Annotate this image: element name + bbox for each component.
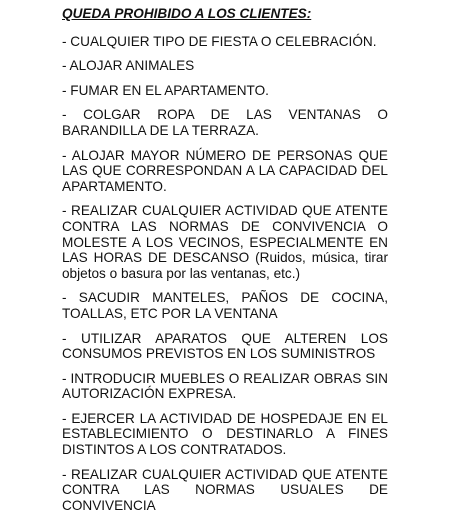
rule-item-10: - EJERCER LA ACTIVIDAD DE HOSPEDAJE EN EL ESTABLECIMIENTO O DESTINARLO A FINES DISTINTOS A LOS CONTRATADOS.	[62, 410, 388, 458]
rule-item-9: - INTRODUCIR MUEBLES O REALIZAR OBRAS SIN AUTORIZACIÓN EXPRESA.	[62, 370, 388, 402]
rules-document	[62, 0, 388, 522]
rule-item-11: - REALIZAR CUALQUIER ACTIVIDAD QUE ATENTE CONTRA LAS NORMAS USUALES DE CONVIVENCIA	[62, 466, 388, 513]
rule-item-8: - UTILIZAR APARATOS QUE ALTEREN LOS CONSUMOS PREVISTOS EN LOS SUMINISTROS	[62, 330, 388, 362]
document-title: QUEDA PROHIBIDO A LOS CLIENTES:	[62, 6, 312, 21]
rule-item-6: - REALIZAR CUALQUIER ACTIVIDAD QUE ATENTE CONTRA LAS NORMAS DE CONVIVENCIA O MOLESTE A LOS VECINOS, ESPECIALMENTE EN LAS HORAS DE DESCANSO (Ruidos, música, tirar objetos o basura por las ventanas, etc.)	[62, 203, 388, 281]
rule-item-7: - SACUDIR MANTELES, PAÑOS DE COCINA, TOALLAS, ETC POR LA VENTANA	[62, 290, 388, 321]
rule-item-4: - COLGAR ROPA DE LAS VENTANAS O BARANDILLA DE LA TERRAZA.	[62, 107, 388, 138]
rule-item-1: - CUALQUIER TIPO DE FIESTA O CELEBRACIÓN.	[62, 33, 377, 49]
rule-item-5: - ALOJAR MAYOR NÚMERO DE PERSONAS QUE LAS QUE CORRESPONDAN A LA CAPACIDAD DEL APARTAMENTO.	[62, 147, 388, 194]
rule-item-2: - ALOJAR ANIMALES	[62, 58, 195, 74]
rule-item-3: - FUMAR EN EL APARTAMENTO.	[62, 82, 269, 98]
